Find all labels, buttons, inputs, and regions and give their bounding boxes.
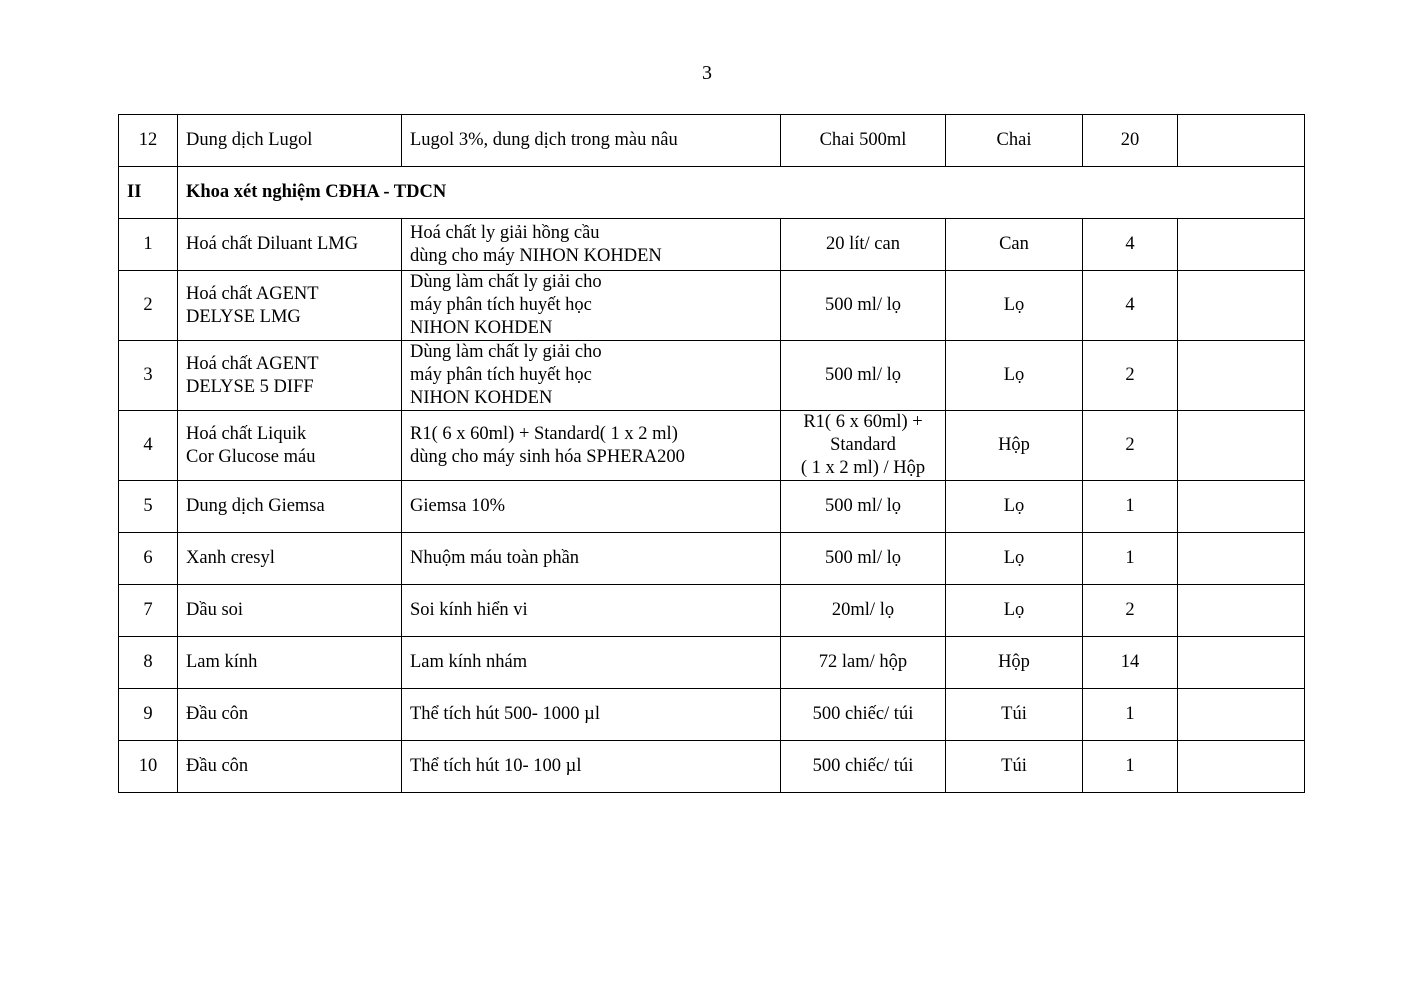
item-name-cell: Lam kính <box>178 637 402 689</box>
supplies-table <box>118 114 1305 793</box>
note-cell <box>1178 533 1305 585</box>
item-name-cell: Hoá chất AGENT DELYSE LMG <box>178 271 402 341</box>
note-cell <box>1178 585 1305 637</box>
spec-cell: Lam kính nhám <box>402 637 781 689</box>
item-name-cell: Đầu côn <box>178 741 402 793</box>
note-cell <box>1178 481 1305 533</box>
quantity-cell: 2 <box>1083 411 1178 481</box>
note-cell <box>1178 271 1305 341</box>
spec-cell: R1( 6 x 60ml) + Standard( 1 x 2 ml) dùng cho máy sinh hóa SPHERA200 <box>402 411 781 481</box>
packaging-cell: R1( 6 x 60ml) + Standard ( 1 x 2 ml) / Hộp <box>781 411 946 481</box>
stt-cell: 8 <box>119 637 178 689</box>
item-name-cell: Dung dịch Giemsa <box>178 481 402 533</box>
packaging-cell: 20 lít/ can <box>781 219 946 271</box>
spec-cell: Thể tích hút 10- 100 µl <box>402 741 781 793</box>
quantity-cell: 4 <box>1083 219 1178 271</box>
unit-cell: Can <box>946 219 1083 271</box>
spec-cell: Hoá chất ly giải hồng cầu dùng cho máy NIHON KOHDEN <box>402 219 781 271</box>
packaging-cell: 500 ml/ lọ <box>781 341 946 411</box>
unit-cell: Lọ <box>946 481 1083 533</box>
unit-cell: Chai <box>946 115 1083 167</box>
unit-cell: Lọ <box>946 271 1083 341</box>
page-number: 3 <box>702 62 712 84</box>
quantity-cell: 14 <box>1083 637 1178 689</box>
stt-cell: 9 <box>119 689 178 741</box>
spec-cell: Dùng làm chất ly giải cho máy phân tích huyết học NIHON KOHDEN <box>402 341 781 411</box>
section-title-cell: Khoa xét nghiệm CĐHA - TDCN <box>178 167 1305 219</box>
item-name-cell: Đầu côn <box>178 689 402 741</box>
note-cell <box>1178 219 1305 271</box>
item-name-cell: Dầu soi <box>178 585 402 637</box>
spec-cell: Dùng làm chất ly giải cho máy phân tích huyết học NIHON KOHDEN <box>402 271 781 341</box>
note-cell <box>1178 411 1305 481</box>
spec-cell: Giemsa 10% <box>402 481 781 533</box>
table-row <box>119 271 1305 341</box>
table-row <box>119 411 1305 481</box>
stt-cell: 12 <box>119 115 178 167</box>
stt-cell: 2 <box>119 271 178 341</box>
spec-cell: Nhuộm máu toàn phần <box>402 533 781 585</box>
packaging-cell: 500 ml/ lọ <box>781 271 946 341</box>
table-row <box>119 689 1305 741</box>
unit-cell: Túi <box>946 741 1083 793</box>
stt-cell: 6 <box>119 533 178 585</box>
quantity-cell: 20 <box>1083 115 1178 167</box>
unit-cell: Lọ <box>946 533 1083 585</box>
quantity-cell: 2 <box>1083 585 1178 637</box>
spec-cell: Soi kính hiển vi <box>402 585 781 637</box>
note-cell <box>1178 637 1305 689</box>
table-row <box>119 637 1305 689</box>
unit-cell: Hộp <box>946 411 1083 481</box>
packaging-cell: 72 lam/ hộp <box>781 637 946 689</box>
stt-cell: 10 <box>119 741 178 793</box>
note-cell <box>1178 689 1305 741</box>
section-number-cell: II <box>119 167 178 219</box>
note-cell <box>1178 341 1305 411</box>
packaging-cell: 500 ml/ lọ <box>781 481 946 533</box>
unit-cell: Hộp <box>946 637 1083 689</box>
quantity-cell: 1 <box>1083 533 1178 585</box>
table-row <box>119 585 1305 637</box>
quantity-cell: 1 <box>1083 689 1178 741</box>
packaging-cell: 500 chiếc/ túi <box>781 689 946 741</box>
spec-cell: Lugol 3%, dung dịch trong màu nâu <box>402 115 781 167</box>
spec-cell: Thể tích hút 500- 1000 µl <box>402 689 781 741</box>
item-name-cell: Xanh cresyl <box>178 533 402 585</box>
stt-cell: 7 <box>119 585 178 637</box>
table-row <box>119 533 1305 585</box>
item-name-cell: Hoá chất Liquik Cor Glucose máu <box>178 411 402 481</box>
unit-cell: Túi <box>946 689 1083 741</box>
note-cell <box>1178 741 1305 793</box>
table-row <box>119 481 1305 533</box>
unit-cell: Lọ <box>946 585 1083 637</box>
packaging-cell: 500 chiếc/ túi <box>781 741 946 793</box>
quantity-cell: 2 <box>1083 341 1178 411</box>
item-name-cell: Hoá chất AGENT DELYSE 5 DIFF <box>178 341 402 411</box>
table-row <box>119 219 1305 271</box>
item-name-cell: Dung dịch Lugol <box>178 115 402 167</box>
packaging-cell: 20ml/ lọ <box>781 585 946 637</box>
quantity-cell: 1 <box>1083 481 1178 533</box>
stt-cell: 4 <box>119 411 178 481</box>
unit-cell: Lọ <box>946 341 1083 411</box>
stt-cell: 5 <box>119 481 178 533</box>
note-cell <box>1178 115 1305 167</box>
stt-cell: 3 <box>119 341 178 411</box>
quantity-cell: 4 <box>1083 271 1178 341</box>
packaging-cell: Chai 500ml <box>781 115 946 167</box>
table-row <box>119 741 1305 793</box>
table-row <box>119 115 1305 167</box>
quantity-cell: 1 <box>1083 741 1178 793</box>
item-name-cell: Hoá chất Diluant LMG <box>178 219 402 271</box>
section-row <box>119 167 1305 219</box>
stt-cell: 1 <box>119 219 178 271</box>
table-row <box>119 341 1305 411</box>
packaging-cell: 500 ml/ lọ <box>781 533 946 585</box>
